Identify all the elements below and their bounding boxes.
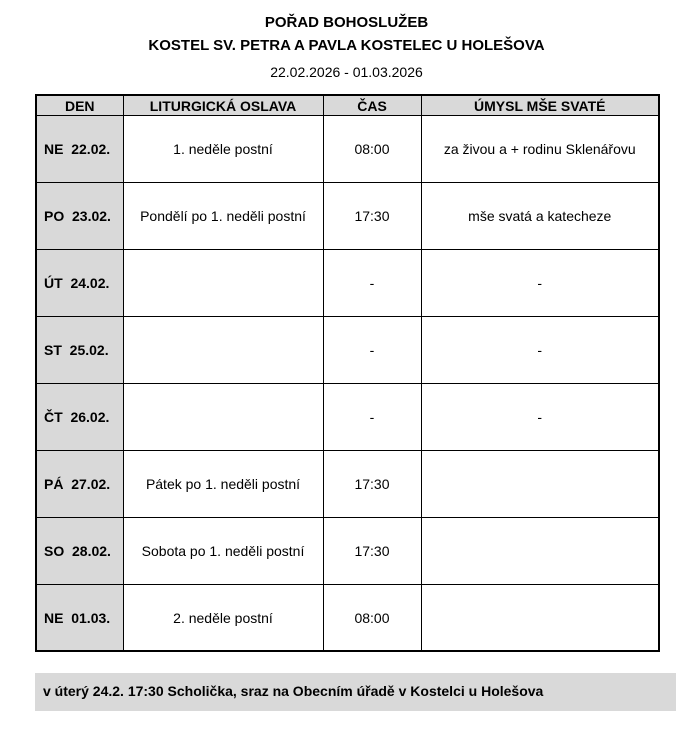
cas-cell: - — [323, 249, 421, 316]
table-row — [36, 249, 659, 316]
footer-note: v úterý 24.2. 17:30 Scholička, sraz na Obecním úřadě v Kostelci u Holešova — [35, 673, 676, 711]
table-row — [36, 584, 659, 651]
den-cell: ČT 26.02. — [36, 383, 123, 450]
column-header-den: DEN — [36, 95, 123, 115]
date-range: 22.02.2026 - 01.03.2026 — [270, 63, 423, 80]
oslava-cell: Sobota po 1. neděli postní — [123, 517, 323, 584]
cas-cell: - — [323, 316, 421, 383]
cas-cell: 08:00 — [323, 584, 421, 651]
umysl-cell: - — [421, 383, 659, 450]
cas-cell: 17:30 — [323, 182, 421, 249]
den-cell: PO 23.02. — [36, 182, 123, 249]
table-row — [36, 383, 659, 450]
umysl-cell — [421, 584, 659, 651]
table-row — [36, 450, 659, 517]
table-row — [36, 517, 659, 584]
den-cell: PÁ 27.02. — [36, 450, 123, 517]
umysl-cell — [421, 450, 659, 517]
umysl-cell: za živou a + rodinu Sklenářovu — [421, 115, 659, 182]
table-header-row — [36, 95, 659, 115]
den-cell: NE 01.03. — [36, 584, 123, 651]
den-cell: SO 28.02. — [36, 517, 123, 584]
oslava-cell: 2. neděle postní — [123, 584, 323, 651]
umysl-cell — [421, 517, 659, 584]
table-row — [36, 182, 659, 249]
oslava-cell — [123, 249, 323, 316]
cas-cell: 17:30 — [323, 517, 421, 584]
column-header-oslava: LITURGICKÁ OSLAVA — [123, 95, 323, 115]
cas-cell: - — [323, 383, 421, 450]
den-cell: NE 22.02. — [36, 115, 123, 182]
schedule-table — [35, 94, 660, 652]
schedule-body — [36, 115, 659, 651]
oslava-cell: Pátek po 1. neděli postní — [123, 450, 323, 517]
page-title: POŘAD BOHOSLUŽEB — [264, 14, 429, 31]
oslava-cell: Pondělí po 1. neděli postní — [123, 182, 323, 249]
oslava-cell — [123, 383, 323, 450]
column-header-cas: ČAS — [323, 95, 421, 115]
umysl-cell: mše svatá a katecheze — [421, 182, 659, 249]
table-row — [36, 316, 659, 383]
cas-cell: 08:00 — [323, 115, 421, 182]
den-cell: ST 25.02. — [36, 316, 123, 383]
page-subtitle: KOSTEL SV. PETRA A PAVLA KOSTELEC U HOLEŠOVA — [148, 37, 545, 55]
umysl-cell: - — [421, 249, 659, 316]
cas-cell: 17:30 — [323, 450, 421, 517]
table-row — [36, 115, 659, 182]
den-cell: ÚT 24.02. — [36, 249, 123, 316]
umysl-cell: - — [421, 316, 659, 383]
column-header-umysl: ÚMYSL MŠE SVATÉ — [421, 95, 659, 115]
title-block — [0, 13, 693, 81]
oslava-cell — [123, 316, 323, 383]
oslava-cell: 1. neděle postní — [123, 115, 323, 182]
